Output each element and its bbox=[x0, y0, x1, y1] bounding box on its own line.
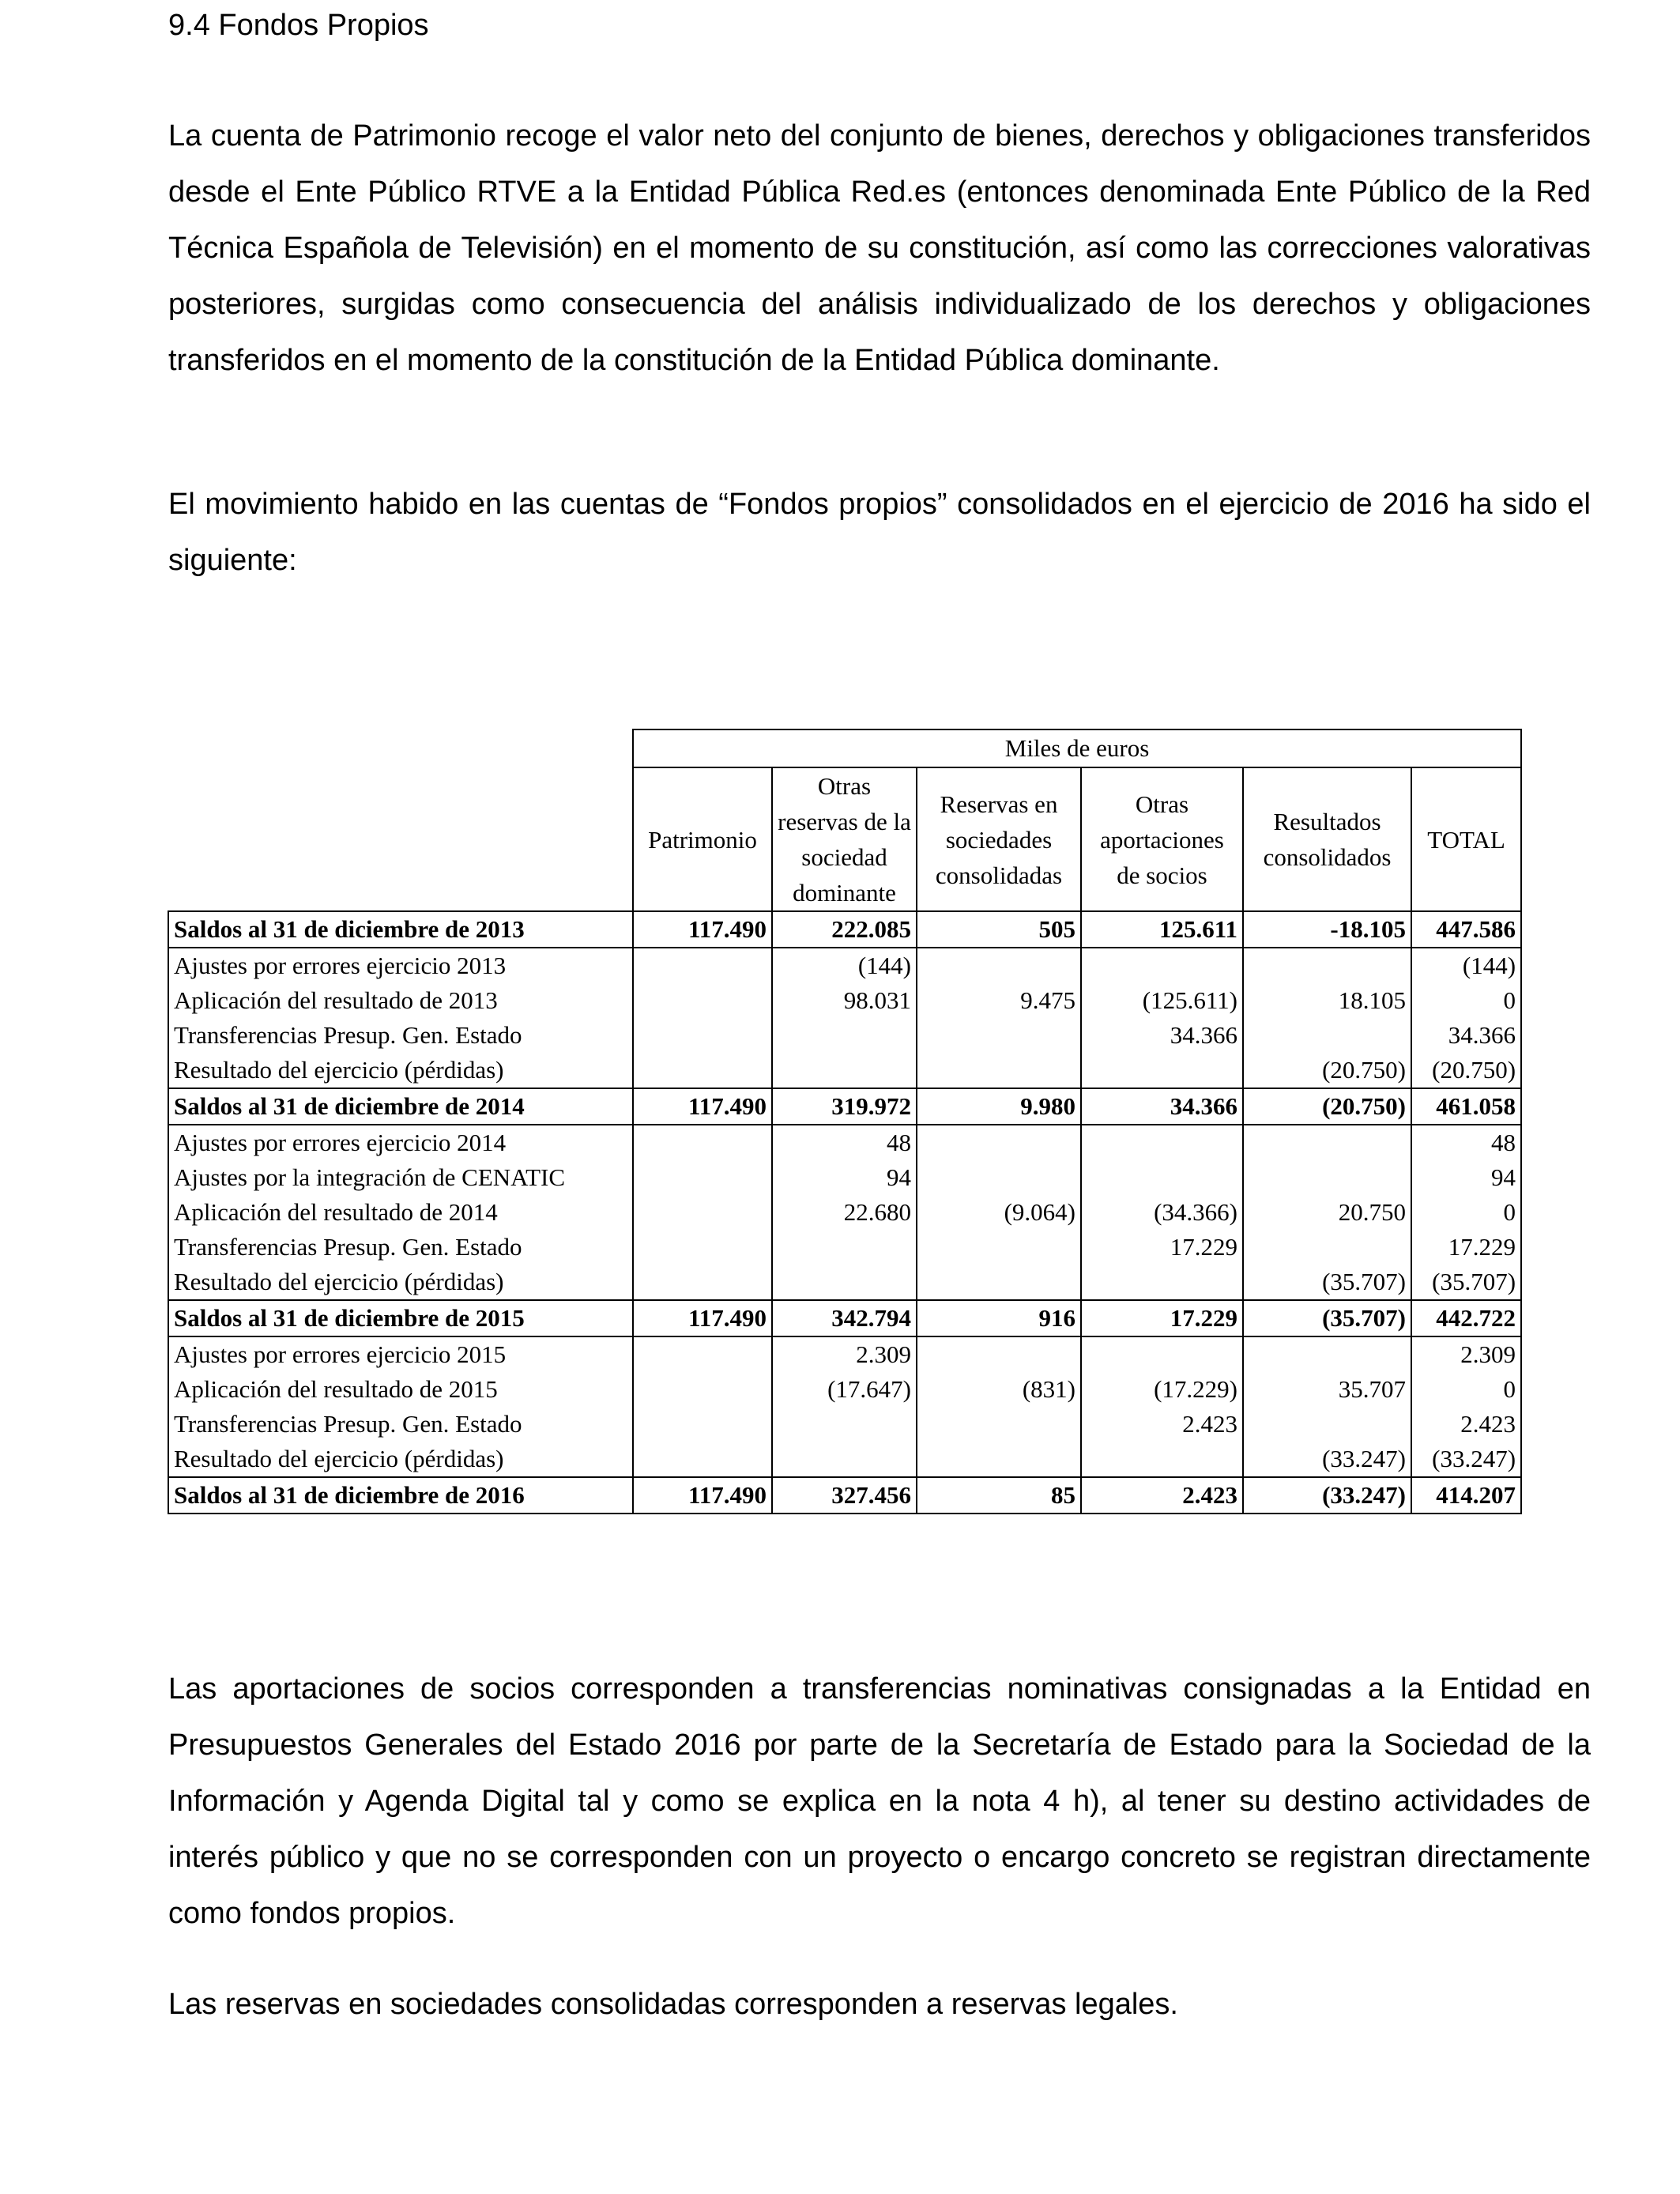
row-label: Aplicación del resultado de 2014 bbox=[168, 1195, 633, 1230]
row-label: Transferencias Presup. Gen. Estado bbox=[168, 1407, 633, 1442]
cell-value bbox=[633, 1018, 772, 1053]
row-label: Ajustes por errores ejercicio 2014 bbox=[168, 1125, 633, 1160]
cell-value bbox=[1081, 1336, 1243, 1372]
cell-value bbox=[772, 1053, 917, 1088]
cell-value bbox=[1243, 1407, 1411, 1442]
paragraph-patrimonio: La cuenta de Patrimonio recoge el valor neto del conjunto de bienes, derechos y obligaciones transferidos desde el Ente Público RTVE a la Entidad Pública Red.es (entonces denominada Ente Público de la Red Técnica Española de Televisión) en el momento de su constitución, así como las correcciones valorativas posteriores, surgidas como consecuencia del análisis individualizado de los derechos y obligaciones transferidos en el momento de la constitución de la Entidad Pública dominante. bbox=[168, 119, 1591, 377]
cell-value: 125.611 bbox=[1081, 911, 1243, 948]
cell-value bbox=[633, 983, 772, 1018]
row-label: Saldos al 31 de diciembre de 2013 bbox=[168, 911, 633, 948]
cell-value: 48 bbox=[1411, 1125, 1521, 1160]
cell-value bbox=[1081, 1125, 1243, 1160]
row-label: Saldos al 31 de diciembre de 2016 bbox=[168, 1477, 633, 1514]
saldo-row bbox=[168, 911, 1521, 948]
cell-value bbox=[1243, 948, 1411, 983]
cell-value: 20.750 bbox=[1243, 1195, 1411, 1230]
cell-value: 17.229 bbox=[1081, 1300, 1243, 1336]
section-heading: 9.4 Fondos Propios bbox=[168, 9, 429, 42]
cell-value: 0 bbox=[1411, 983, 1521, 1018]
row-label: Ajustes por la integración de CENATIC bbox=[168, 1160, 633, 1195]
cell-value bbox=[917, 1442, 1081, 1477]
cell-value: (35.707) bbox=[1243, 1265, 1411, 1300]
cell-value bbox=[1243, 1336, 1411, 1372]
cell-value bbox=[633, 1442, 772, 1477]
cell-value bbox=[1243, 1160, 1411, 1195]
cell-value: (20.750) bbox=[1411, 1053, 1521, 1088]
cell-value bbox=[1081, 1160, 1243, 1195]
cell-value: 85 bbox=[917, 1477, 1081, 1514]
paragraph-aportaciones: Las aportaciones de socios corresponden a transferencias nominativas consignadas a la Entidad en Presupuestos Generales del Estado 2016 por parte de la Secretaría de Estado para la Sociedad de la Información y Agenda Digital tal y como se explica en la nota 4 h), al tener su destino actividades de interés público y que no se corresponden con un proyecto o encargo concreto se registran directamente como fondos propios. bbox=[168, 1672, 1591, 1930]
cell-value: (17.229) bbox=[1081, 1372, 1243, 1407]
cell-value bbox=[917, 1125, 1081, 1160]
table-row bbox=[168, 1125, 1521, 1160]
saldo-row bbox=[168, 1300, 1521, 1336]
cell-value bbox=[917, 948, 1081, 983]
cell-value: 2.423 bbox=[1081, 1477, 1243, 1514]
cell-value: (17.647) bbox=[772, 1372, 917, 1407]
table-row bbox=[168, 1230, 1521, 1265]
cell-value bbox=[1243, 1018, 1411, 1053]
cell-value bbox=[917, 1407, 1081, 1442]
row-label: Transferencias Presup. Gen. Estado bbox=[168, 1230, 633, 1265]
table-row bbox=[168, 948, 1521, 983]
cell-value: (831) bbox=[917, 1372, 1081, 1407]
cell-value bbox=[917, 1160, 1081, 1195]
cell-value: (9.064) bbox=[917, 1195, 1081, 1230]
cell-value: 18.105 bbox=[1243, 983, 1411, 1018]
cell-value: -18.105 bbox=[1243, 911, 1411, 948]
cell-value: (20.750) bbox=[1243, 1053, 1411, 1088]
cell-value bbox=[772, 1230, 917, 1265]
cell-value bbox=[917, 1018, 1081, 1053]
cell-value: 2.423 bbox=[1081, 1407, 1243, 1442]
saldo-row bbox=[168, 1477, 1521, 1514]
table-body bbox=[168, 911, 1521, 1514]
cell-value: 117.490 bbox=[633, 911, 772, 948]
cell-value: 35.707 bbox=[1243, 1372, 1411, 1407]
column-header: Patrimonio bbox=[633, 767, 772, 911]
cell-value bbox=[772, 1018, 917, 1053]
cell-value bbox=[1081, 1442, 1243, 1477]
cell-value bbox=[772, 1265, 917, 1300]
table-row bbox=[168, 1336, 1521, 1372]
cell-value: 34.366 bbox=[1081, 1088, 1243, 1125]
cell-value bbox=[917, 1230, 1081, 1265]
cell-value bbox=[633, 1407, 772, 1442]
row-label: Ajustes por errores ejercicio 2013 bbox=[168, 948, 633, 983]
column-header: Otras aportaciones de socios bbox=[1081, 767, 1243, 911]
cell-value: (33.247) bbox=[1243, 1442, 1411, 1477]
saldo-row bbox=[168, 1088, 1521, 1125]
row-label: Ajustes por errores ejercicio 2015 bbox=[168, 1336, 633, 1372]
cell-value: 2.309 bbox=[772, 1336, 917, 1372]
cell-value: 447.586 bbox=[1411, 911, 1521, 948]
cell-value bbox=[772, 1442, 917, 1477]
paragraph-movimiento: El movimiento habido en las cuentas de “Fondos propios” consolidados en el ejercicio de 2016 ha sido el siguiente: bbox=[168, 488, 1591, 577]
paragraph-reservas: Las reservas en sociedades consolidadas corresponden a reservas legales. bbox=[168, 1988, 1178, 2021]
cell-value bbox=[1081, 1265, 1243, 1300]
cell-value: (35.707) bbox=[1243, 1300, 1411, 1336]
cell-value bbox=[633, 1265, 772, 1300]
cell-value: (33.247) bbox=[1243, 1477, 1411, 1514]
cell-value: 98.031 bbox=[772, 983, 917, 1018]
cell-value: 22.680 bbox=[772, 1195, 917, 1230]
row-label: Aplicación del resultado de 2015 bbox=[168, 1372, 633, 1407]
cell-value: 327.456 bbox=[772, 1477, 917, 1514]
fondos-propios-table bbox=[168, 729, 1520, 1514]
cell-value bbox=[917, 1336, 1081, 1372]
table-row bbox=[168, 1442, 1521, 1477]
cell-value bbox=[772, 1407, 917, 1442]
cell-value bbox=[1243, 1230, 1411, 1265]
cell-value: 48 bbox=[772, 1125, 917, 1160]
cell-value: (35.707) bbox=[1411, 1265, 1521, 1300]
row-label: Aplicación del resultado de 2013 bbox=[168, 983, 633, 1018]
cell-value: 461.058 bbox=[1411, 1088, 1521, 1125]
cell-value: (144) bbox=[772, 948, 917, 983]
cell-value: (34.366) bbox=[1081, 1195, 1243, 1230]
cell-value: 34.366 bbox=[1411, 1018, 1521, 1053]
cell-value: (33.247) bbox=[1411, 1442, 1521, 1477]
cell-value: 505 bbox=[917, 911, 1081, 948]
cell-value bbox=[1243, 1125, 1411, 1160]
cell-value bbox=[633, 1230, 772, 1265]
row-label: Resultado del ejercicio (pérdidas) bbox=[168, 1265, 633, 1300]
cell-value: 117.490 bbox=[633, 1300, 772, 1336]
cell-value bbox=[633, 1336, 772, 1372]
cell-value: 9.980 bbox=[917, 1088, 1081, 1125]
cell-value: (20.750) bbox=[1243, 1088, 1411, 1125]
table-row bbox=[168, 1018, 1521, 1053]
column-header: Reservas en sociedades consolidadas bbox=[917, 767, 1081, 911]
cell-value: 117.490 bbox=[633, 1477, 772, 1514]
column-header: Resultados consolidados bbox=[1243, 767, 1411, 911]
cell-value: (125.611) bbox=[1081, 983, 1243, 1018]
row-label: Transferencias Presup. Gen. Estado bbox=[168, 1018, 633, 1053]
cell-value: 94 bbox=[1411, 1160, 1521, 1195]
cell-value: 916 bbox=[917, 1300, 1081, 1336]
cell-value: 442.722 bbox=[1411, 1300, 1521, 1336]
cell-value bbox=[633, 948, 772, 983]
table-row bbox=[168, 1265, 1521, 1300]
cell-value bbox=[1081, 1053, 1243, 1088]
cell-value bbox=[633, 1053, 772, 1088]
cell-value bbox=[633, 1195, 772, 1230]
table-row bbox=[168, 1195, 1521, 1230]
table-row bbox=[168, 1160, 1521, 1195]
cell-value: 34.366 bbox=[1081, 1018, 1243, 1053]
row-label: Saldos al 31 de diciembre de 2015 bbox=[168, 1300, 633, 1336]
cell-value: 94 bbox=[772, 1160, 917, 1195]
cell-value: 0 bbox=[1411, 1195, 1521, 1230]
cell-value bbox=[633, 1160, 772, 1195]
cell-value: (144) bbox=[1411, 948, 1521, 983]
cell-value bbox=[917, 1265, 1081, 1300]
table-corner-blank bbox=[168, 767, 633, 911]
cell-value: 17.229 bbox=[1081, 1230, 1243, 1265]
cell-value: 9.475 bbox=[917, 983, 1081, 1018]
cell-value bbox=[633, 1372, 772, 1407]
row-label: Resultado del ejercicio (pérdidas) bbox=[168, 1442, 633, 1477]
table-corner-blank bbox=[168, 729, 633, 767]
table-row bbox=[168, 1372, 1521, 1407]
cell-value bbox=[1081, 948, 1243, 983]
cell-value: 342.794 bbox=[772, 1300, 917, 1336]
cell-value: 222.085 bbox=[772, 911, 917, 948]
equity-movement-table bbox=[168, 729, 1522, 1514]
column-header: TOTAL bbox=[1411, 767, 1521, 911]
cell-value: 2.309 bbox=[1411, 1336, 1521, 1372]
cell-value: 0 bbox=[1411, 1372, 1521, 1407]
row-label: Resultado del ejercicio (pérdidas) bbox=[168, 1053, 633, 1088]
table-row bbox=[168, 983, 1521, 1018]
cell-value: 319.972 bbox=[772, 1088, 917, 1125]
cell-value bbox=[917, 1053, 1081, 1088]
cell-value: 414.207 bbox=[1411, 1477, 1521, 1514]
unit-header: Miles de euros bbox=[633, 729, 1521, 767]
cell-value: 117.490 bbox=[633, 1088, 772, 1125]
cell-value: 2.423 bbox=[1411, 1407, 1521, 1442]
table-row bbox=[168, 1407, 1521, 1442]
table-row bbox=[168, 1053, 1521, 1088]
cell-value bbox=[633, 1125, 772, 1160]
cell-value: 17.229 bbox=[1411, 1230, 1521, 1265]
row-label: Saldos al 31 de diciembre de 2014 bbox=[168, 1088, 633, 1125]
column-header: Otras reservas de la sociedad dominante bbox=[772, 767, 917, 911]
